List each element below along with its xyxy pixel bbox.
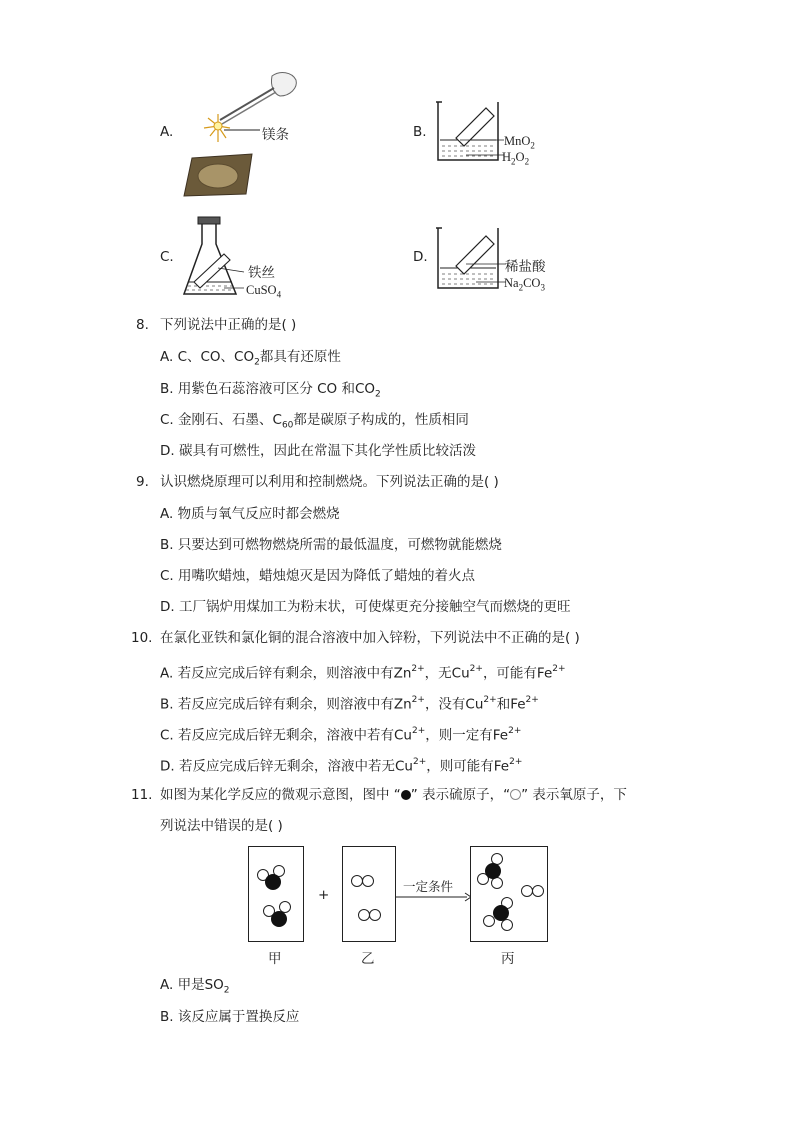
question-number: 10. bbox=[131, 630, 153, 646]
option-a bbox=[160, 976, 230, 1000]
option-text: 都具有还原性 bbox=[259, 349, 341, 365]
charge: 2+ bbox=[508, 726, 522, 736]
label-main: MnO bbox=[504, 134, 531, 148]
iron-wire-label: 铁丝 bbox=[248, 265, 275, 281]
cuso4-label bbox=[246, 283, 281, 300]
option-text: 都是碳原子构成的，性质相同 bbox=[293, 412, 469, 428]
beaker-with-tube-illustration bbox=[436, 100, 506, 164]
beaker-with-acid-tube-illustration bbox=[436, 226, 508, 292]
option-b: B. 该反应属于置换反应 bbox=[160, 1009, 300, 1025]
subscript: 2 bbox=[254, 357, 260, 368]
option-text: ，可能有Fe bbox=[482, 665, 553, 682]
label-sub: 2 bbox=[524, 156, 530, 167]
sulfur-atom-icon bbox=[401, 790, 411, 800]
option-text: A. 若反应完成后锌有剩余，则溶液中有Zn bbox=[160, 665, 412, 682]
question-number: 8. bbox=[136, 317, 149, 333]
option-text: ，则一定有Fe bbox=[425, 727, 509, 744]
so2-molecules bbox=[249, 847, 303, 941]
charge: 2+ bbox=[469, 664, 483, 674]
reaction-condition: 一定条件 bbox=[403, 879, 454, 894]
label-sub: 3 bbox=[540, 282, 545, 293]
reactant-box-yi bbox=[342, 846, 396, 942]
magnesium-label: 镁条 bbox=[262, 127, 289, 143]
subscript: 2 bbox=[375, 389, 381, 400]
na2co3-label bbox=[504, 276, 545, 293]
subscript: 2 bbox=[223, 985, 230, 996]
label-tail: O bbox=[515, 150, 525, 164]
option-c bbox=[160, 411, 469, 435]
reactant-box-jia bbox=[248, 846, 304, 942]
question-stem: 认识燃烧原理可以利用和控制燃烧。下列说法正确的是( ) bbox=[160, 474, 499, 490]
question-stem-line-2: 列说法中错误的是( ) bbox=[160, 818, 283, 834]
option-text: D. 若反应完成后锌无剩余，溶液中若无Cu bbox=[160, 758, 413, 775]
charge: 2+ bbox=[525, 695, 539, 705]
box-label-yi: 乙 bbox=[361, 951, 375, 967]
label-sub: 2 bbox=[511, 156, 516, 167]
h2o2-label bbox=[502, 150, 529, 167]
label-sub: 4 bbox=[276, 289, 282, 300]
option-text: ，则可能有Fe bbox=[426, 758, 510, 775]
option-a: A. 物质与氧气反应时都会燃烧 bbox=[160, 506, 340, 522]
subscript: 60 bbox=[281, 420, 294, 431]
option-a bbox=[160, 661, 566, 683]
question-number: 11. bbox=[131, 787, 153, 803]
option-d bbox=[160, 754, 522, 776]
magnesium-burning-illustration bbox=[180, 66, 310, 198]
question-stem: 在氯化亚铁和氯化铜的混合溶液中加入锌粉，下列说法中不正确的是( ) bbox=[160, 630, 580, 646]
charge: 2+ bbox=[412, 757, 427, 767]
option-text: 和Fe bbox=[496, 696, 526, 713]
option-b: B. 只要达到可燃物燃烧所需的最低温度，可燃物就能燃烧 bbox=[160, 537, 502, 553]
question-stem: 下列说法中正确的是( ) bbox=[160, 317, 297, 333]
box-label-bing: 丙 bbox=[501, 951, 515, 967]
label-main: H bbox=[502, 150, 512, 164]
charge: 2+ bbox=[552, 664, 566, 674]
option-b bbox=[160, 380, 381, 404]
o2-molecules bbox=[343, 847, 395, 941]
question-number: 9. bbox=[136, 474, 149, 490]
label-main: Na bbox=[504, 276, 519, 290]
label-tail: CO bbox=[523, 276, 541, 290]
option-c bbox=[160, 723, 521, 745]
plus-sign: + bbox=[318, 887, 330, 903]
option-text: ，没有Cu bbox=[424, 696, 484, 713]
option-letter: A. bbox=[160, 124, 174, 140]
oxygen-atom-icon bbox=[510, 789, 521, 800]
option-letter: D. bbox=[413, 249, 428, 265]
option-d: D. 工厂锅炉用煤加工为粉末状，可使煤更充分接触空气而燃烧的更旺 bbox=[160, 599, 571, 615]
label-sub: 2 bbox=[518, 282, 524, 293]
option-text: B. 若反应完成后锌有剩余，则溶液中有Zn bbox=[160, 696, 412, 713]
option-text: B. 用紫色石蕊溶液可区分 CO 和CO bbox=[160, 381, 376, 397]
label-sub: 2 bbox=[530, 140, 535, 151]
stem-text: 如图为某化学反应的微观示意图，图中 “ bbox=[160, 787, 401, 803]
charge: 2+ bbox=[509, 757, 523, 767]
stem-text: ” 表示硫原子，“ bbox=[410, 787, 511, 803]
option-c: C. 用嘴吹蜡烛，蜡烛熄灭是因为降低了蜡烛的着火点 bbox=[160, 568, 476, 584]
option-text: A. C、CO、CO bbox=[160, 349, 255, 365]
question-stem bbox=[160, 786, 627, 804]
box-label-jia: 甲 bbox=[268, 951, 282, 967]
so3-and-o2-molecules bbox=[471, 847, 547, 941]
option-letter: C. bbox=[160, 249, 174, 265]
option-letter: B. bbox=[413, 124, 427, 140]
option-text: C. 金刚石、石墨、C bbox=[160, 412, 282, 428]
mno2-label bbox=[504, 134, 535, 151]
option-text: A. 甲是SO bbox=[160, 977, 224, 993]
dilute-hcl-label: 稀盐酸 bbox=[505, 259, 546, 275]
stem-text: ” 表示氧原子，下 bbox=[521, 787, 627, 803]
option-d: D. 碳具有可燃性，因此在常温下其化学性质比较活泼 bbox=[160, 443, 476, 459]
charge: 2+ bbox=[411, 695, 425, 705]
option-text: C. 若反应完成后锌无剩余，溶液中若有Cu bbox=[160, 727, 412, 744]
flask-with-iron-wire-illustration bbox=[180, 216, 250, 302]
product-box-bing bbox=[470, 846, 548, 942]
charge: 2+ bbox=[412, 726, 426, 736]
label-main: CuSO bbox=[246, 283, 277, 297]
option-text: ，无Cu bbox=[424, 665, 470, 682]
option-b bbox=[160, 692, 539, 714]
charge: 2+ bbox=[411, 664, 425, 674]
charge: 2+ bbox=[483, 695, 497, 705]
option-a bbox=[160, 348, 341, 372]
